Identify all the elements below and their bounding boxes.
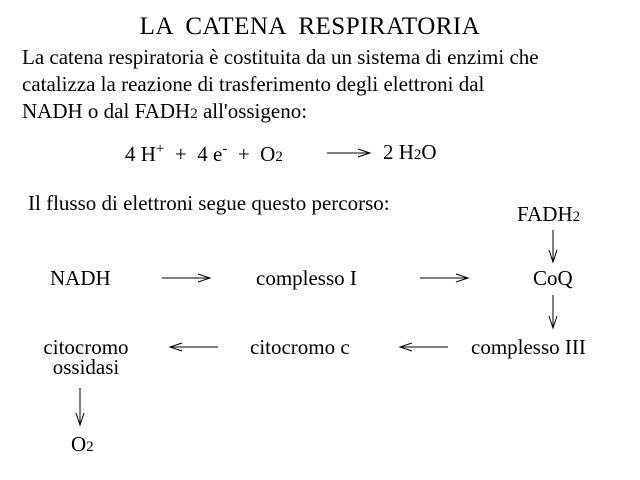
node-citocromo-ossidasi-line-2: ossidasi [52,355,120,379]
arrow-ossidasi-to-o2 [76,388,84,425]
node-coq: CoQ [533,266,573,290]
intro-line-1: La catena respiratoria è costituita da un sistema di enzimi che [22,45,539,69]
arrow-nadh-to-complesso-i [162,274,210,282]
arrow-complesso-i-to-coq [420,274,468,282]
eq-left-sup2: - [222,141,228,157]
eq-right-b: O [421,140,437,164]
arrow-equation [327,149,370,157]
node-nadh: NADH [50,266,111,290]
node-o2-sub: 2 [86,439,94,455]
eq-left-b: + 4 e [164,142,223,166]
page-title: LA CATENA RESPIRATORIA [139,13,481,40]
eq-left-sub: 2 [275,149,283,165]
node-complesso-iii: complesso III [471,335,586,359]
arrow-fadh2-to-coq [549,230,557,262]
node-complesso-i: complesso I [256,266,357,290]
arrow-citocromo-c-to-ossidasi [170,343,218,351]
node-fadh2-sub: 2 [572,209,581,225]
flow-label: Il flusso di elettroni segue questo percorso: [28,191,390,215]
intro-line-3-b: all'ossigeno: [197,99,308,123]
eq-right-a: 2 H [383,140,414,164]
eq-left-sup: + [155,141,165,157]
node-fadh2-text: FADH [517,202,573,226]
intro-line-3-a: NADH o dal FADH [22,99,191,123]
node-o2-text: O [71,432,87,456]
arrow-complesso-iii-to-citocromo-c [400,343,448,351]
eq-left-a: 4 H [125,142,156,166]
intro-line-3-sub: 2 [190,106,198,122]
node-citocromo-c: citocromo c [250,335,350,359]
eq-left-c: + O [227,142,276,166]
node-citocromo-ossidasi-line-1: citocromo [43,335,129,359]
intro-line-2: catalizza la reazione di trasferimento degli elettroni dal [22,72,485,96]
arrow-coq-to-complesso-iii [549,295,557,328]
eq-right-sub: 2 [413,147,422,163]
